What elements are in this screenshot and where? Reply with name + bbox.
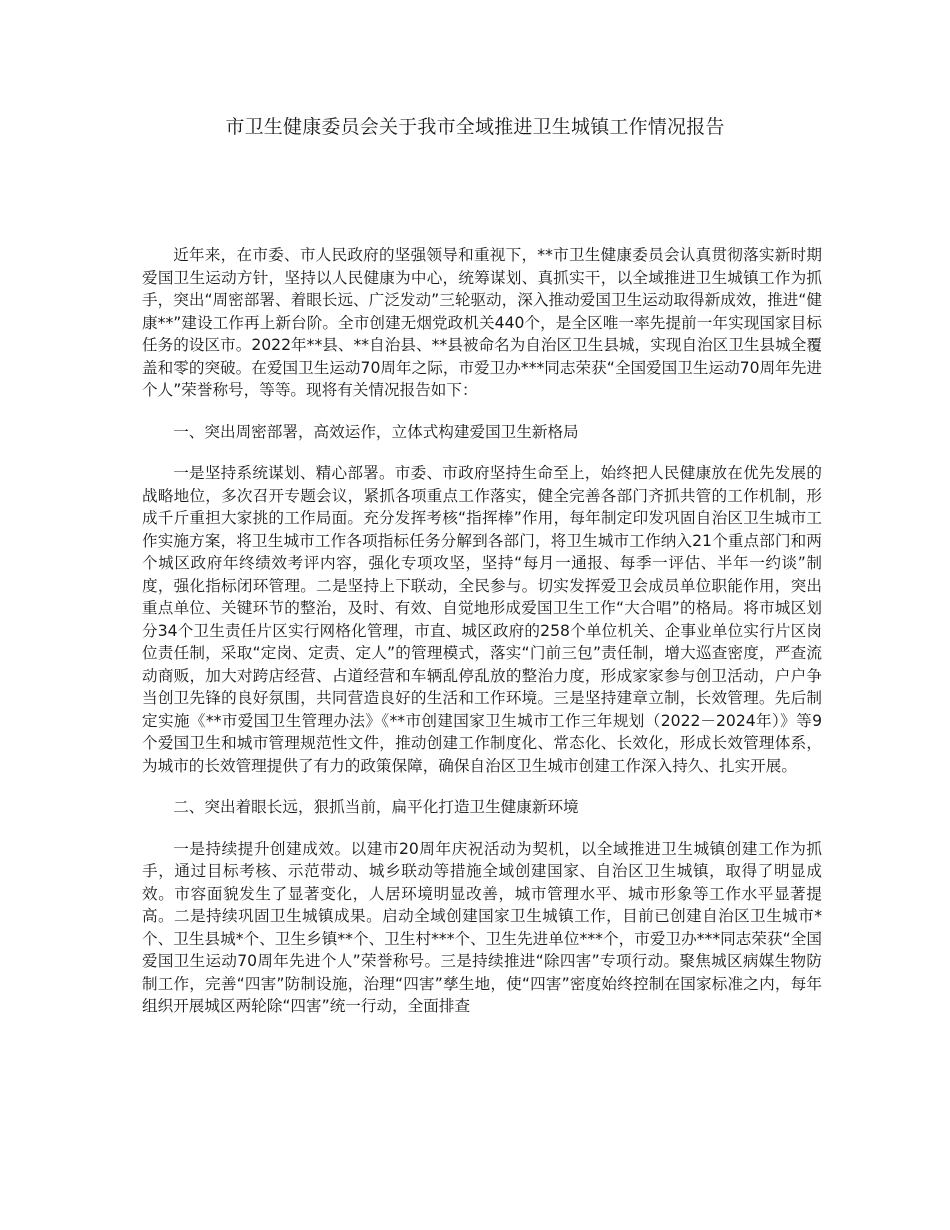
section-heading-2: 二、突出着眼长远，狠抓当前，扁平化打造卫生健康新环境 bbox=[173, 798, 579, 816]
section-heading-1: 一、突出周密部署，高效运作，立体式构建爱国卫生新格局 bbox=[173, 422, 579, 441]
section-1-paragraph: 一是坚持系统谋划、精心部署。市委、市政府坚持生命至上，始终把人民健康放在优先发展的战略地位，多次召开专题会议，紧抓各项重点工作落实，健全完善各部门齐抓共管的工作机制，形成千斤重担大家挑的工作局面。充分发挥考核“指挥棒”作用，每年制定印发巩固自治区卫生城市工作实施方案，将卫生城市工作各项指标任务分解到各部门，将卫生城市工作纳入21个重点部门和两个城区政府年终绩效考评内容，强化专项攻坚，坚持“每月一通报、每季一评估、半年一约谈”制度，强化指标闭环管理。二是坚持上下联动，全民参与。切实发挥爱卫会成员单位职能作用，突出重点单位、关键环节的整治，及时、有效、自觉地形成爱国卫生工作“大合唱”的格局。将市城区划分34个卫生责任片区实行网格化管理，市直、城区政府的258个单位机关、企事业单位实行片区岗位责任制，采取“定岗、定责、定人”的管理模式，落实“门前三包”责任制，增大巡查密度，严查流动商贩，加大对跨店经营、占道经营和车辆乱停乱放的整治力度，形成家家参与创卫活动，户户争当创卫先锋的良好氛围，共同营造良好的生活和工作环境。三是坚持建章立制，长效管理。先后制定实施《**市爱国卫生管理办法》《**市创建国家卫生城市工作三年规划（2022－2024年）》等9个爱国卫生和城市管理规范性文件，推动创建工作制度化、常态化、长效化，形成长效管理体系，为城市的长效管理提供了有力的政策保障，确保自治区卫生城市创建工作深入持久、扎实开展。 bbox=[142, 464, 822, 775]
section-2-paragraph: 一是持续提升创建成效。以建市20周年庆祝活动为契机，以全域推进卫生城镇创建工作为抓手，通过目标考核、示范带动、城乡联动等措施全域创建国家、自治区卫生城镇，取得了明显成效。市容面貌发生了显著变化，人居环境明显改善，城市管理水平、城市形象等工作水平显著提高。二是持续巩固卫生城镇成果。启动全域创建国家卫生城镇工作，目前已创建自治区卫生城市*个、卫生县城*个、卫生乡镇**个、卫生村***个、卫生先进单位***个，市爱卫办***同志荣获“全国爱国卫生运动70周年先进个人”荣誉称号。三是持续推进“除四害”专项行动。聚焦城区病媒生物防制工作，完善“四害”防制设施，治理“四害”孳生地，使“四害”密度始终控制在国家标准之内，每年组织开展城区两轮除“四害”统一行动，全面排查 bbox=[142, 839, 822, 1015]
intro-paragraph: 近年来，在市委、市人民政府的坚强领导和重视下，**市卫生健康委员会认真贯彻落实新时期爱国卫生运动方针，坚持以人民健康为中心，统筹谋划、真抓实干，以全域推进卫生城镇工作为抓手，突出“周密部署、着眼长远、广泛发动”三轮驱动，深入推动爱国卫生运动取得新成效，推进“健康**”建设工作再上新台阶。全市创建无烟党政机关440个，是全区唯一率先提前一年实现国家目标任务的设区市。2022年**县、**自治县、**县被命名为自治区卫生县城，实现自治区卫生县城全覆盖和零的突破。在爱国卫生运动70周年之际，市爱卫办***同志荣获“全国爱国卫生运动70周年先进个人”荣誉称号，等等。现将有关情况报告如下： bbox=[142, 246, 822, 399]
document-title: 市卫生健康委员会关于我市全域推进卫生城镇工作情况报告 bbox=[225, 116, 725, 138]
document-body bbox=[142, 244, 822, 1018]
